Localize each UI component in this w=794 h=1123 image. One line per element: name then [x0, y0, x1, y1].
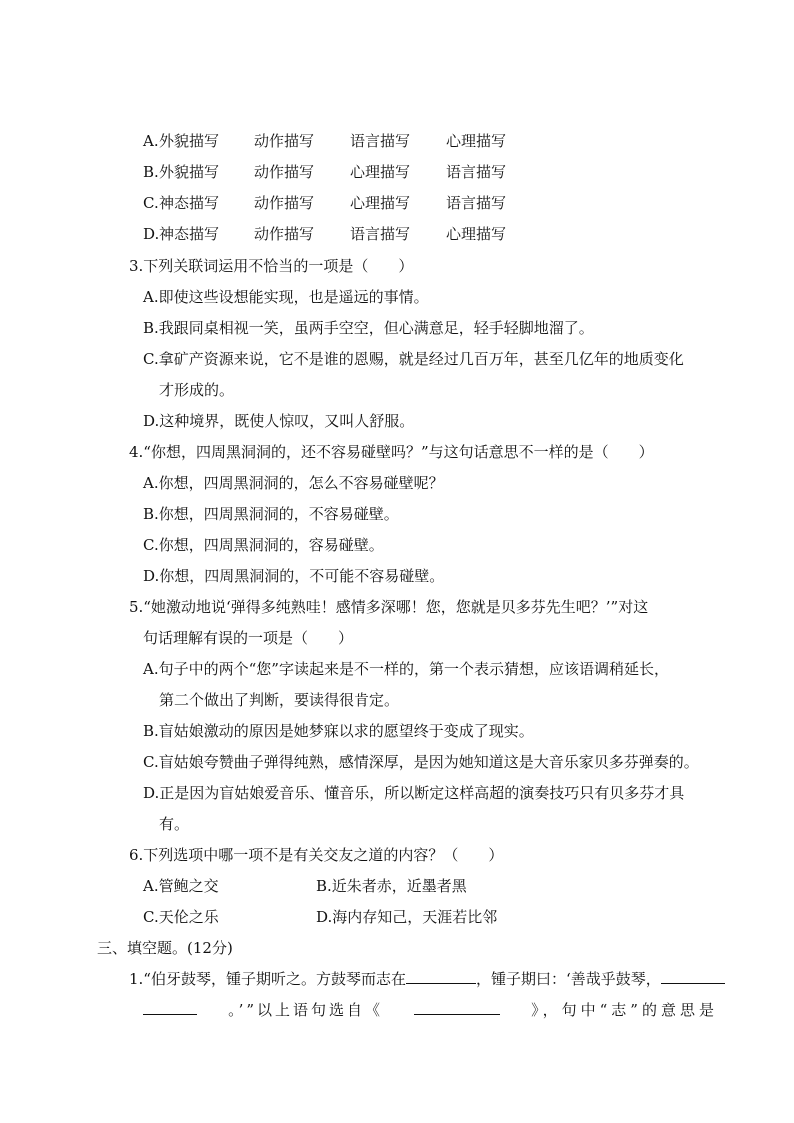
option-item: 心理描写 — [350, 194, 411, 212]
q6-stem: 6.下列选项中哪一项不是有关交友之道的内容？（ ） — [129, 846, 504, 864]
q5-stem: 5.“她激动地说‘弹得多纯熟哇！感情多深哪！您，您就是贝多芬先生吧？’”对这 — [129, 598, 649, 616]
option-item: 外貌描写 — [159, 132, 220, 150]
q1-line2-text-b: 》，句中“志”的意思是 — [531, 1001, 718, 1019]
q6-option-b: B.近朱者赤，近墨者黑 — [316, 877, 467, 895]
q5-stem-cont: 句话理解有误的一项是（ ） — [143, 629, 354, 647]
answer-blank-3[interactable] — [414, 1000, 500, 1015]
q3-option-a: A.即使这些设想能实现，也是遥远的事情。 — [143, 288, 429, 306]
option-item: 心理描写 — [350, 163, 411, 181]
q1-text-part2: ，锺子期曰：‘善哉乎鼓琴， — [475, 970, 661, 988]
q5-option-c: C.盲姑娘夸赞曲子弹得纯熟，感情深厚，是因为她知道这是大音乐家贝多芬弹奏的。 — [143, 753, 699, 771]
option-item: 心理描写 — [446, 225, 507, 243]
q5-option-d: D.正是因为盲姑娘爱音乐、懂音乐，所以断定这样高超的演奏技巧只有贝多芬才具 — [143, 784, 685, 802]
option-item: 语言描写 — [446, 194, 507, 212]
option-item: 动作描写 — [254, 132, 315, 150]
q5-option-b: B.盲姑娘激动的原因是她梦寐以求的愿望终于变成了现实。 — [143, 722, 534, 740]
option-letter: D. — [143, 225, 160, 243]
q3-option-c: C.拿矿产资源来说，它不是谁的恩赐，就是经过几百万年，甚至几亿年的地质变化 — [143, 350, 684, 368]
q6-option-a: A.管鲍之交 — [143, 877, 219, 895]
q5-option-a-cont: 第二个做出了判断，要读得很肯定。 — [159, 691, 400, 709]
q1-line2-text-a: 。’”以上语句选自《 — [228, 1001, 383, 1019]
option-item: 心理描写 — [446, 132, 507, 150]
q4-stem: 4.“你想，四周黑洞洞的，还不容易碰壁吗？”与这句话意思不一样的是（ ） — [129, 443, 654, 461]
answer-blank-1[interactable] — [406, 969, 476, 984]
q3-option-c-cont: 才形成的。 — [159, 381, 235, 399]
q5-option-a: A.句子中的两个“您”字读起来是不一样的，第一个表示猜想，应该语调稍延长， — [143, 660, 669, 678]
q4-option-c: C.你想，四周黑洞洞的，容易碰壁。 — [143, 536, 384, 554]
option-item: 动作描写 — [254, 225, 315, 243]
option-item: 动作描写 — [254, 163, 315, 181]
option-item: 神态描写 — [159, 194, 220, 212]
q1-text-part1: 1.“伯牙鼓琴，锺子期听之。方鼓琴而志在 — [129, 970, 406, 988]
option-item: 神态描写 — [159, 225, 220, 243]
fill-question-1 — [129, 969, 725, 989]
option-letter: A. — [143, 132, 159, 150]
option-item: 语言描写 — [446, 163, 507, 181]
option-letter: C. — [143, 194, 159, 212]
answer-blank-2-cont[interactable] — [143, 1000, 197, 1015]
option-item: 外貌描写 — [159, 163, 220, 181]
q6-option-c: C.天伦之乐 — [143, 908, 219, 926]
q4-option-b: B.你想，四周黑洞洞的，不容易碰壁。 — [143, 505, 399, 523]
option-item: 动作描写 — [254, 194, 315, 212]
q3-stem: 3.下列关联词运用不恰当的一项是（ ） — [129, 257, 414, 275]
q5-option-d-cont: 有。 — [159, 815, 190, 833]
q4-option-d: D.你想，四周黑洞洞的，不可能不容易碰壁。 — [143, 567, 445, 585]
section-title: 三、填空题。(12分) — [97, 939, 233, 957]
option-item: 语言描写 — [350, 225, 411, 243]
option-item: 语言描写 — [350, 132, 411, 150]
option-letter: B. — [143, 163, 159, 181]
q3-option-b: B.我跟同桌相视一笑，虽两手空空，但心满意足，轻手轻脚地溜了。 — [143, 319, 594, 337]
q6-option-d: D.海内存知己，天涯若比邻 — [316, 908, 498, 926]
answer-blank-2[interactable] — [661, 969, 725, 984]
fill-question-1-line2 — [143, 1000, 718, 1020]
q4-option-a: A.你想，四周黑洞洞的，怎么不容易碰壁呢？ — [143, 474, 444, 492]
q3-option-d: D.这种境界，既使人惊叹，又叫人舒服。 — [143, 412, 415, 430]
